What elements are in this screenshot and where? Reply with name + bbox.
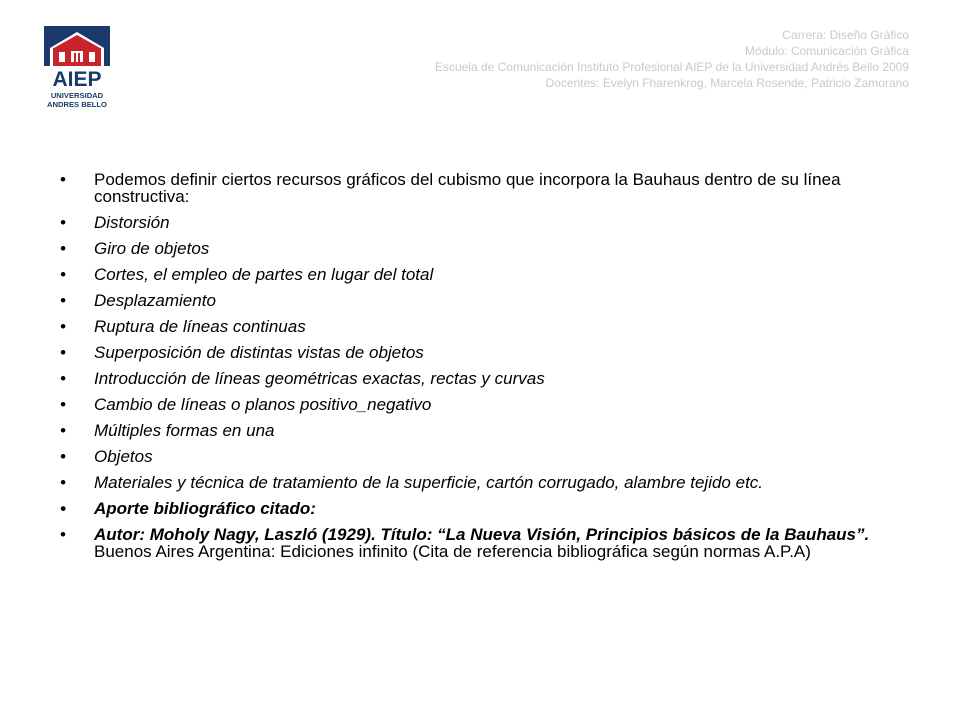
bullet-item (60, 344, 910, 361)
bullet-intro (60, 171, 910, 205)
bullet-marker: • (60, 447, 66, 466)
bullet-text: Ruptura de líneas continuas (94, 317, 306, 336)
bullet-aporte (60, 500, 910, 517)
header-teachers: Docentes: Evelyn Fharenkrog, Marcela Rosende, Patricio Zamorano (545, 76, 909, 90)
bullet-text: Giro de objetos (94, 239, 210, 258)
bullet-marker: • (60, 170, 66, 189)
bullet-item (60, 474, 910, 491)
slide-body (60, 171, 910, 569)
bullet-text: Cambio de líneas o planos positivo_negativo (94, 395, 432, 414)
bullet-marker: • (60, 499, 66, 518)
bullet-item (60, 318, 910, 335)
bullet-marker: • (60, 213, 66, 232)
header-module: Módulo: Comunicación Gráfica (744, 44, 909, 58)
bullet-text: Desplazamiento (94, 291, 216, 310)
bullet-item (60, 292, 910, 309)
bullet-item (60, 240, 910, 257)
bullet-reference (60, 526, 910, 560)
bullet-text: Materiales y técnica de tratamiento de la superficie, cartón corrugado, alambre tejido etc. (94, 473, 764, 492)
bullet-marker: • (60, 343, 66, 362)
bullet-item (60, 370, 910, 387)
bullet-text: Objetos (94, 447, 153, 466)
bullet-marker: • (60, 421, 66, 440)
reference-author-title: Autor: Moholy Nagy, Laszló (1929). Título: “La Nueva Visión, Principios básicos de la Bauhaus”. (94, 525, 870, 544)
bullet-text: Distorsión (94, 213, 170, 232)
reference-publisher: Buenos Aires Argentina: Ediciones infinito (Cita de referencia bibliográfica según normas A.P.A) (94, 542, 811, 561)
bullet-marker: • (60, 291, 66, 310)
bullet-marker: • (60, 473, 66, 492)
header-school: Escuela de Comunicación Instituto Profesional AIEP de la Universidad Andrés Bello 2009 (434, 60, 909, 74)
bullet-marker: • (60, 525, 66, 544)
bullet-marker: • (60, 369, 66, 388)
bullet-item (60, 448, 910, 465)
bullet-text: Introducción de líneas geométricas exactas, rectas y curvas (94, 369, 545, 388)
logo-subtext-2: ANDRES BELLO (47, 100, 107, 109)
bullet-marker: • (60, 317, 66, 336)
aiep-logo (44, 26, 110, 110)
bullet-text: Superposición de distintas vistas de objetos (94, 343, 424, 362)
bullet-text: Múltiples formas en una (94, 421, 275, 440)
bullet-marker: • (60, 395, 66, 414)
bullet-marker: • (60, 265, 66, 284)
logo-subtext-1: UNIVERSIDAD (50, 91, 104, 100)
logo-text: AIEP (52, 68, 102, 91)
bullet-text: Podemos definir ciertos recursos gráficos del cubismo que incorpora la Bauhaus dentro de su línea constructiva: (94, 170, 841, 206)
course-info-header (435, 27, 909, 91)
bullet-text: Aporte bibliográfico citado: (94, 499, 316, 518)
bullet-item (60, 266, 910, 283)
bullet-marker: • (60, 239, 66, 258)
bullet-list (60, 171, 910, 560)
bullet-item (60, 396, 910, 413)
bullet-item (60, 422, 910, 439)
header-career: Carrera: Diseño Gráfico (782, 28, 909, 42)
bullet-text: Cortes, el empleo de partes en lugar del total (94, 265, 434, 284)
bullet-item (60, 214, 910, 231)
